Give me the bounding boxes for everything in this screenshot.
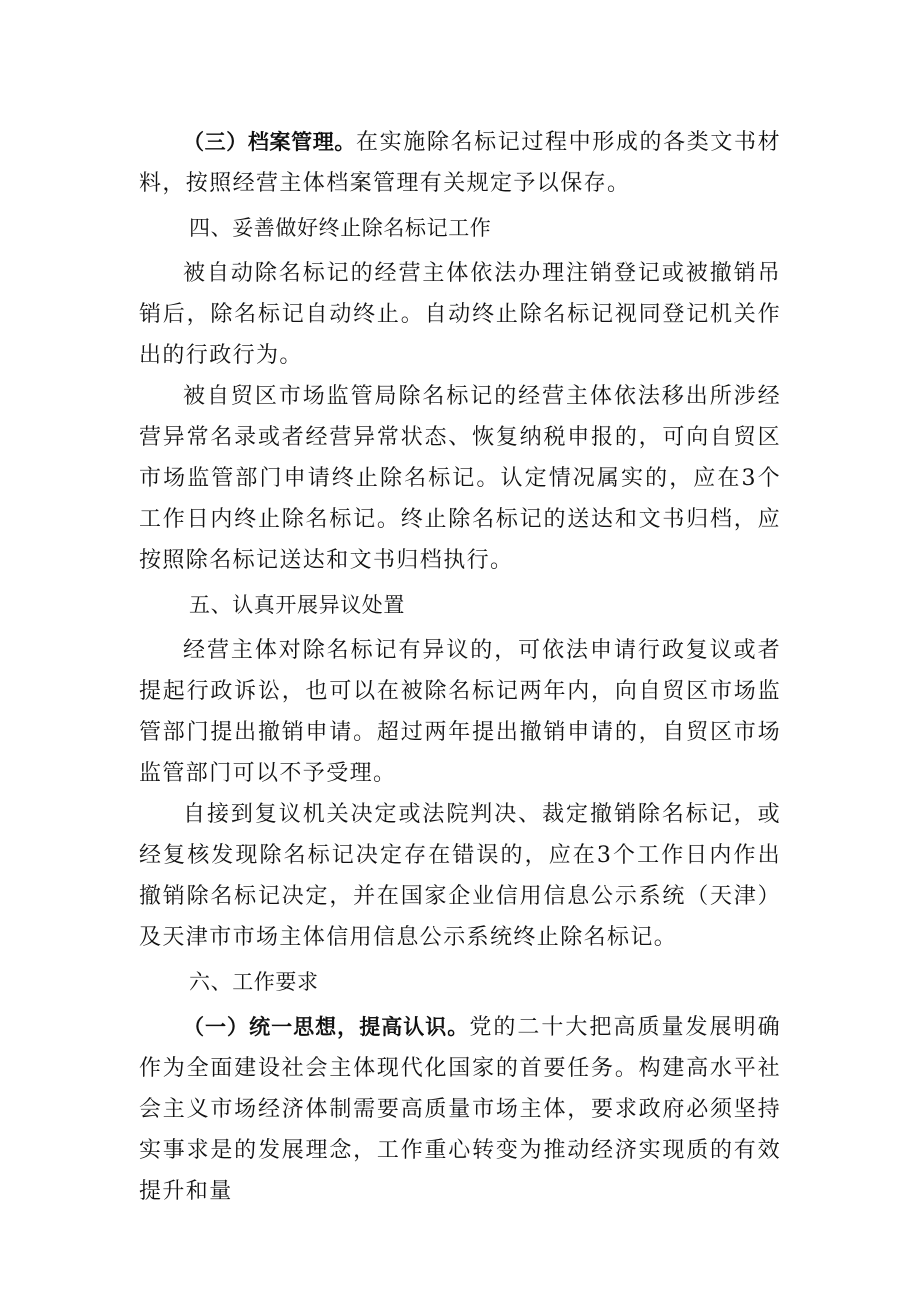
section-heading-4: 四、妥善做好终止除名标记工作 (189, 216, 492, 240)
paragraph-revocation: 自接到复议机关决定或法院判决、裁定撤销除名标记，或经复核发现除名标记决定存在错误的，应在3个工作日内作出撤销除名标记决定，并在国家企业信用信息公示系统（天津）及天津市市场主体信用信息公示系统终止除名标记。 (139, 802, 781, 950)
paragraph-auto-termination: 被自动除名标记的经营主体依法办理注销登记或被撤销吊销后，除名标记自动终止。自动终止除名标记视同登记机关作出的行政行为。 (139, 261, 781, 368)
section-heading-5: 五、认真开展异议处置 (189, 593, 405, 617)
section-heading-6: 六、工作要求 (189, 970, 319, 994)
paragraph-objection: 经营主体对除名标记有异议的，可依法申请行政复议或者提起行政诉讼，也可以在被除名标记两年内，向自贸区市场监管部门提出撤销申请。超过两年提出撤销申请的，自贸区市场监管部门可以不予受理。 (139, 638, 781, 786)
paragraph-archive-management (139, 122, 781, 204)
paragraph-apply-termination: 被自贸区市场监管局除名标记的经营主体依法移出所涉经营异常名录或者经营异常状态、恢复纳税申报的，可向自贸区市场监管部门申请终止除名标记。认定情况属实的，应在3个工作日内终止除名标记。终止除名标记的送达和文书归档，应按照除名标记送达和文书归档执行。 (139, 384, 781, 573)
subsection-lead-unify: （一）统一思想，提高认识。 (183, 1015, 470, 1039)
paragraph-text-archive: 在实施除名标记过程中形成的各类文书材料，按照经营主体档案管理有关规定予以保存。 (139, 130, 782, 196)
document-body (139, 122, 781, 1212)
subsection-lead-archive: （三）档案管理。 (183, 130, 356, 154)
paragraph-unify-thinking (139, 1007, 781, 1212)
paragraph-text-unify: 党的二十大把高质量发展明确作为全面建设社会主体现代化国家的首要任务。构建高水平社会主义市场经济体制需要高质量市场主体，要求政府必须坚持实事求是的发展理念，工作重心转变为推动经济实现质的有效提升和量 (139, 1015, 781, 1204)
